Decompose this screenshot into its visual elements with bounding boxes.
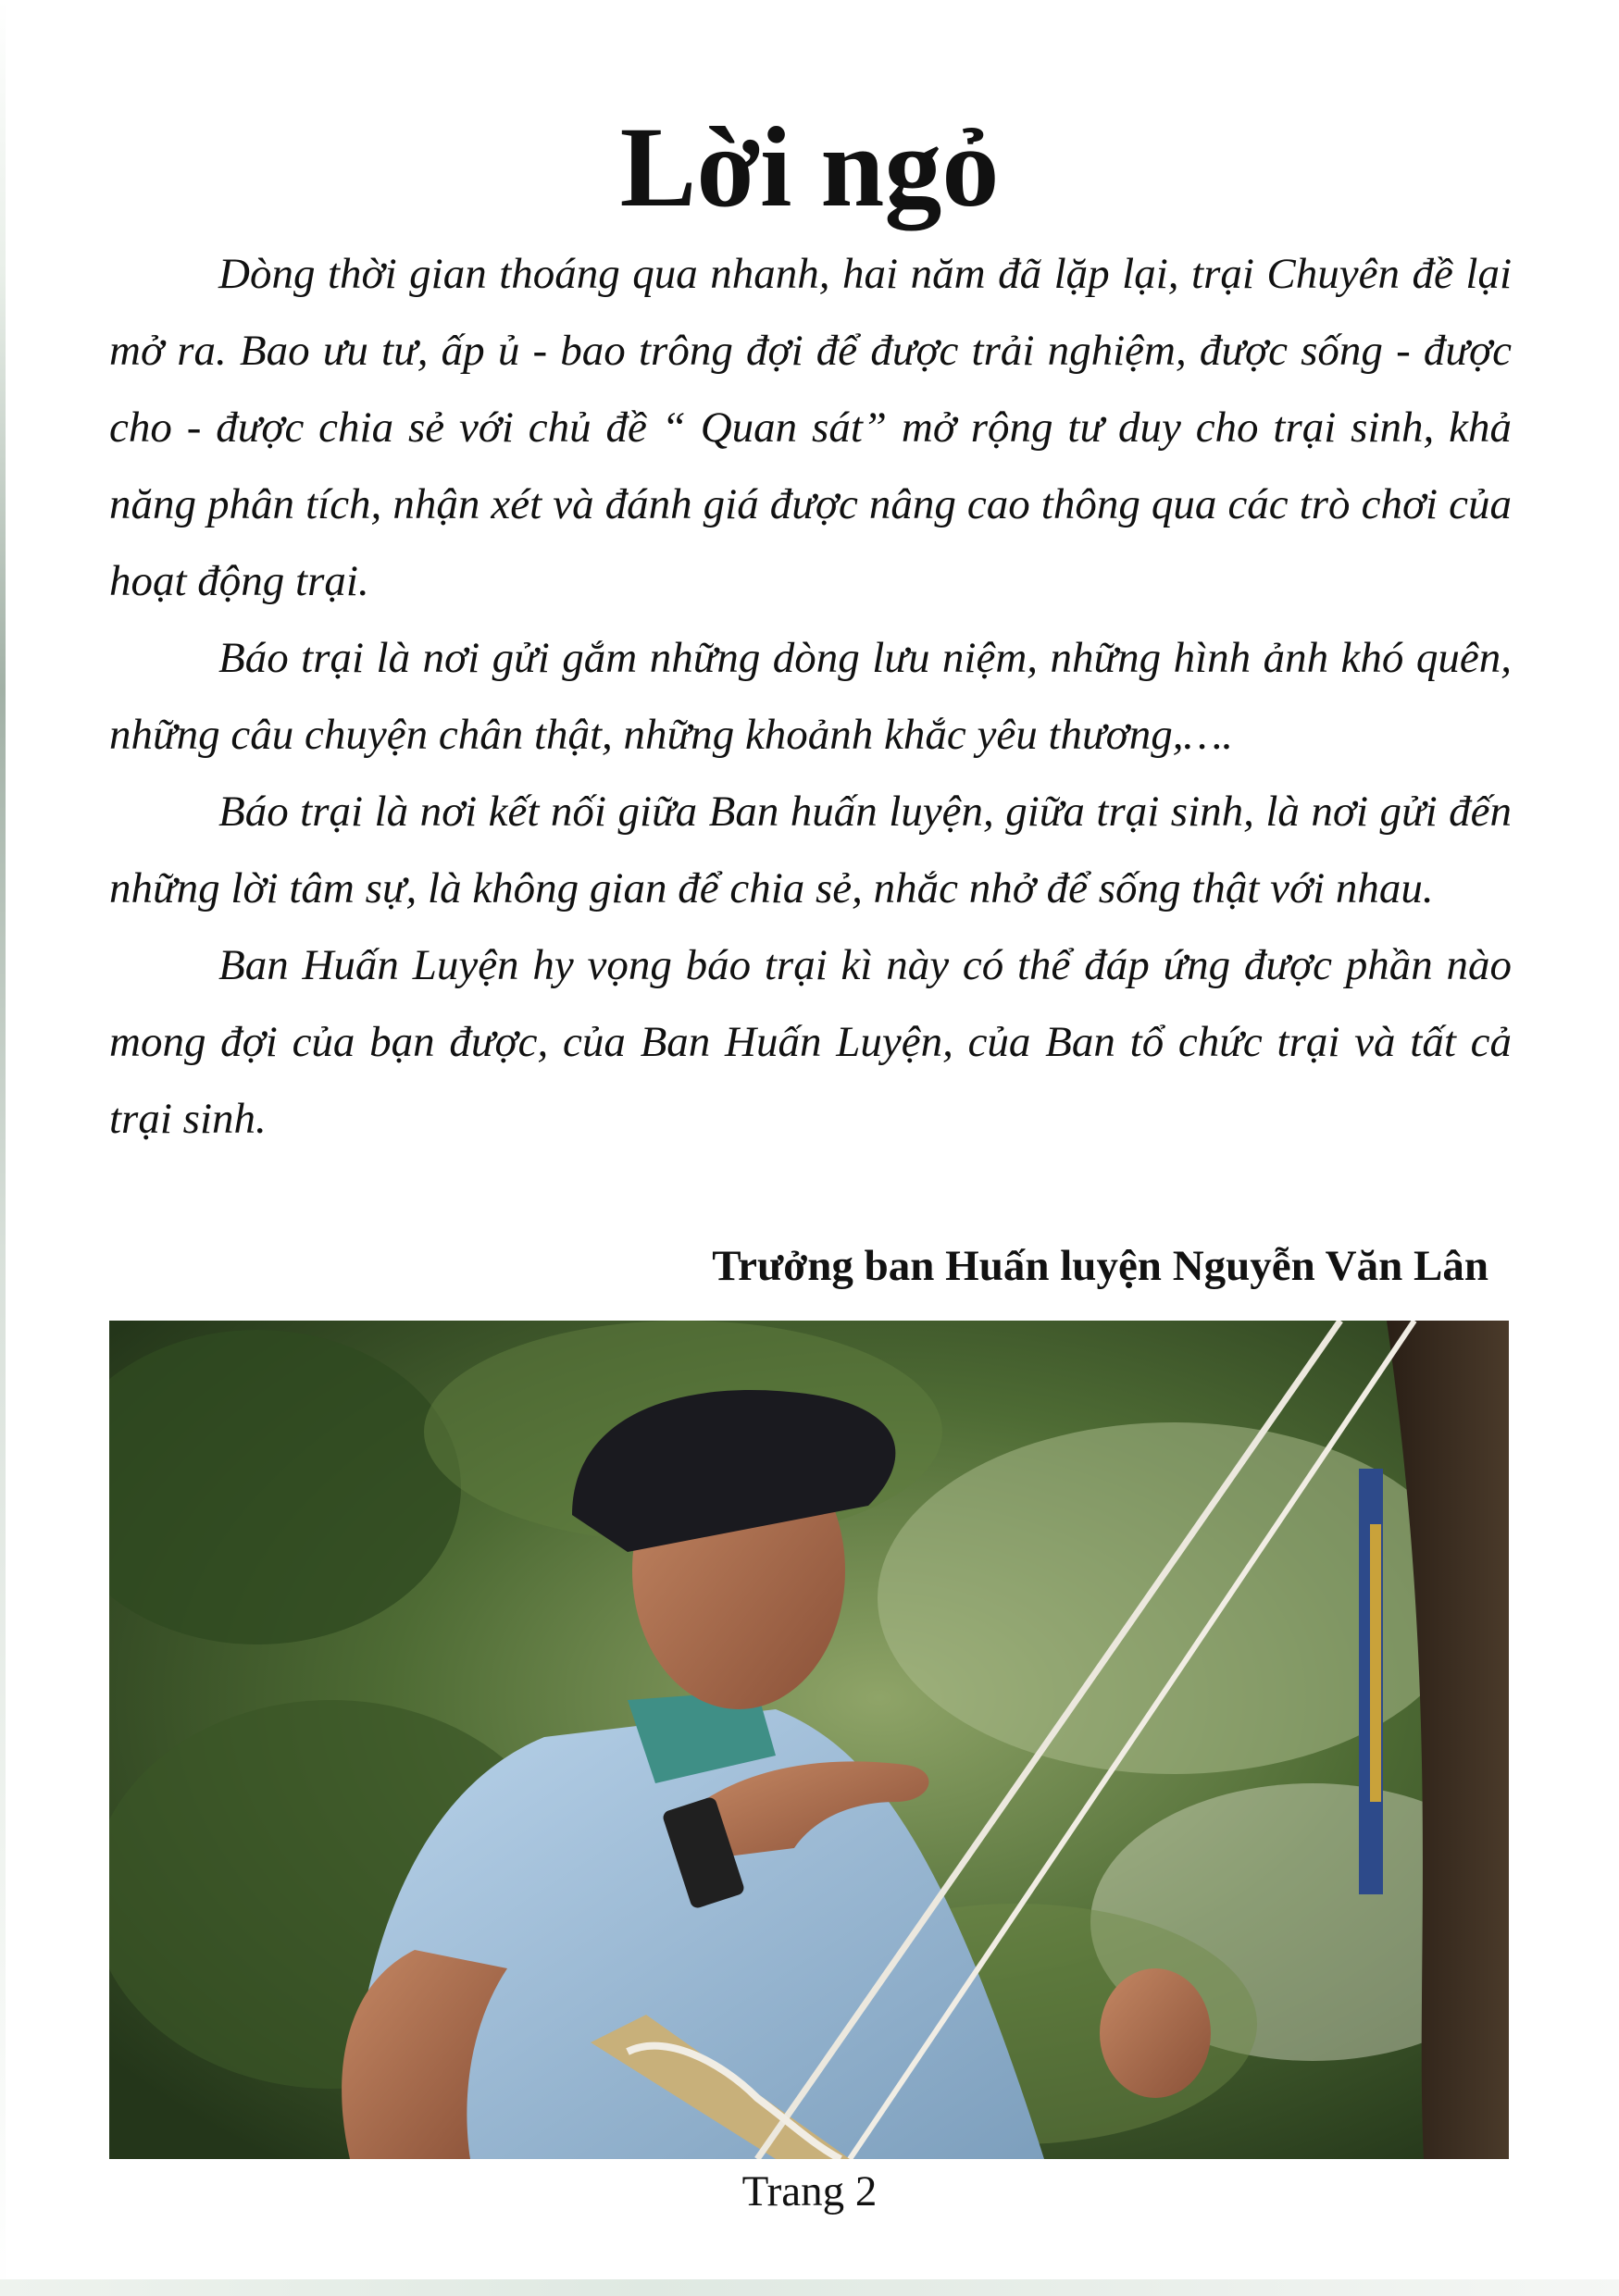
paragraph-1: Dòng thời gian thoáng qua nhanh, hai năm đã lặp lại, trại Chuyên đề lại mở ra. Bao ưu tư, ấp ủ - bao trông đợi để được trải nghiệm, được sống - được cho - được chia sẻ với chủ đề “ Quan sát” mở rộng tư duy cho trại sinh, khả năng phân tích, nhận xét và đánh giá được nâng cao thông qua các trò chơi của hoạt động trại.	[109, 250, 1512, 605]
signature: Trưởng ban Huấn luyện Nguyễn Văn Lân	[712, 1242, 1488, 1290]
paragraph-4: Ban Huấn Luyện hy vọng báo trại kì này có thể đáp ứng được phần nào mong đợi của bạn được, của Ban Huấn Luyện, của Ban tổ chức trại và tất cả trại sinh.	[109, 941, 1512, 1143]
page-title: Lời ngỏ	[619, 104, 1000, 230]
paragraph-3: Báo trại là nơi kết nối giữa Ban huấn luyện, giữa trại sinh, là nơi gửi đến những lời tâm sự, là không gian để chia sẻ, nhắc nhở để sống thật với nhau.	[109, 788, 1512, 912]
body-text	[109, 236, 1512, 1158]
paragraph-2: Báo trại là nơi gửi gắm những dòng lưu niệm, những hình ảnh khó quên, những câu chuyện chân thật, những khoảnh khắc yêu thương,….	[109, 634, 1512, 759]
page-bottom-strip	[0, 2279, 1619, 2296]
photo-scout-leader-with-rope	[109, 1321, 1509, 2159]
page-edge-strip	[0, 0, 6, 2296]
page-number: Trang 2	[741, 2167, 878, 2215]
